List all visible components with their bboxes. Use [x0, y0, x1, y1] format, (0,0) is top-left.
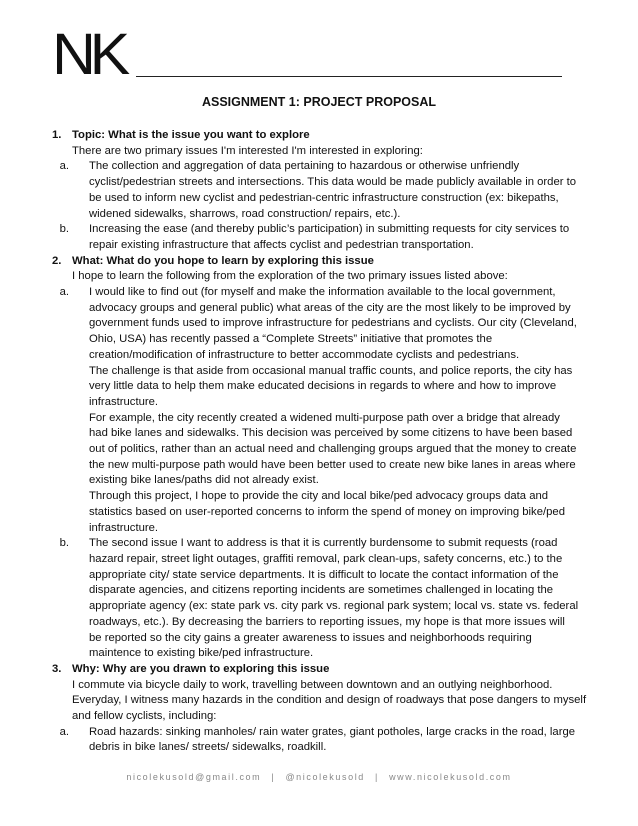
footer-email[interactable]: nicolekusold@gmail.com	[126, 772, 262, 782]
section-intro: I commute via bicycle daily to work, travelling between downtown and an outlying neighborhood. Everyday, I witness many hazards in the condition and design of roadways that pose dangers to myself and fellow cyclists, including:	[72, 678, 587, 723]
section	[52, 662, 597, 756]
section-heading-text: Topic: What is the issue you want to explore	[72, 129, 310, 141]
paragraph: The collection and aggregation of data pertaining to hazardous or otherwise unfriendly cyclist/pedestrian streets and intersections. This data would be made publicly available in order to be used to inform new cyclist and pedestrian-centric infrastructure construction (ex: bikepaths, widened sidewalks, sharrows, road construction/ repairs, etc.).	[89, 160, 577, 220]
footer	[0, 772, 638, 782]
list-item-body	[89, 159, 579, 222]
section-number: 2.	[52, 254, 62, 267]
document-body	[52, 128, 597, 756]
header-rule	[136, 76, 562, 77]
list-item-letter: a.	[59, 286, 69, 299]
logo-text: NK	[52, 22, 125, 87]
list-item-letter: a.	[59, 725, 69, 738]
paragraph: For example, the city recently created a widened multi-purpose path over a bridge that already had bike lanes and sidewalks. This decision was perceived by some citizens to have been based out of politics, rather than an actual need and challenging groups argued that the money to create the new multi-purpose path would have been better used to create new bike lanes in areas where existing bike lanes/paths did not already exist.	[89, 411, 577, 487]
section-heading-text: Why: Why are you drawn to exploring this issue	[72, 662, 330, 675]
section-heading	[52, 128, 597, 144]
list-item	[52, 536, 597, 662]
paragraph: I would like to find out (for myself and make the information available to the local government, advocacy groups and general public) what areas of the city are the most likely to be improved by government funds used to improve infrastructure for pedestrians and cyclists. Our city (Cleveland, Ohio, USA) has recently passed a “Complete Streets” initiative that promotes the creation/modification of infrastructure to better accommodate cyclists and pedestrians.	[89, 286, 577, 361]
footer-separator: |	[375, 772, 379, 782]
list-item-body	[89, 725, 579, 756]
list-item-body	[89, 222, 579, 253]
section-number: 1.	[52, 129, 62, 141]
footer-website[interactable]: www.nicolekusold.com	[389, 772, 512, 782]
section-intro: I hope to learn the following from the exploration of the two primary issues listed above:	[72, 270, 508, 283]
list-item	[52, 725, 597, 756]
list-item-letter: a.	[59, 160, 69, 173]
list-item-body	[89, 536, 579, 662]
section-number: 3.	[52, 662, 62, 675]
page-title: ASSIGNMENT 1: PROJECT PROPOSAL	[201, 95, 437, 109]
logo	[52, 22, 125, 87]
section-heading	[52, 254, 597, 270]
paragraph: Through this project, I hope to provide the city and local bike/ped advocacy groups data and statistics based on user-reported concerns to inform the spend of money on improving bike/ped infrastructure.	[89, 490, 565, 534]
list-item-letter: b.	[59, 537, 69, 550]
paragraph: The challenge is that aside from occasional manual traffic counts, and police reports, the city has very little data to help them make educated decisions in regards to where and how to improve infrastructure.	[89, 364, 573, 408]
section-heading-text: What: What do you hope to learn by exploring this issue	[72, 254, 374, 267]
list-item	[52, 222, 597, 253]
list-item	[52, 285, 597, 536]
paragraph: Increasing the ease (and thereby public’s participation) in submitting requests for city services to repair existing infrastructure that affects cyclist and pedestrian transportation.	[89, 223, 570, 251]
list-item-letter: b.	[59, 223, 69, 236]
paragraph: Road hazards: sinking manholes/ rain water grates, giant potholes, large cracks in the road, large debris in bike lanes/ streets/ sidewalks, roadkill.	[89, 725, 576, 754]
section-intro: There are two primary issues I'm interested I'm interested in exploring:	[72, 144, 423, 157]
list-item-body	[89, 285, 579, 536]
section-heading	[52, 662, 597, 678]
section	[52, 128, 597, 254]
footer-handle[interactable]: @nicolekusold	[285, 772, 365, 782]
paragraph: The second issue I want to address is that it is currently burdensome to submit requests (road hazard repair, street light outages, graffiti removal, park clean-ups, safety concerns, etc.) to the appropriate city/ state service departments. It is difficult to locate the contact information of the disparate agencies, and citizens reporting incidents are sometimes challenged in locating the appropriate agency (ex: state park vs. city park vs. regional park system; local vs. state vs. federal roadways, etc.). By decreasing the barriers to reporting issues, my hope is that more issues will be reported so the city gains a greater awareness to issues and neighborhoods requiring maintence to existing bike/ped infrastructure.	[89, 537, 579, 660]
footer-separator: |	[271, 772, 276, 782]
section	[52, 254, 597, 662]
list-item	[52, 159, 597, 222]
